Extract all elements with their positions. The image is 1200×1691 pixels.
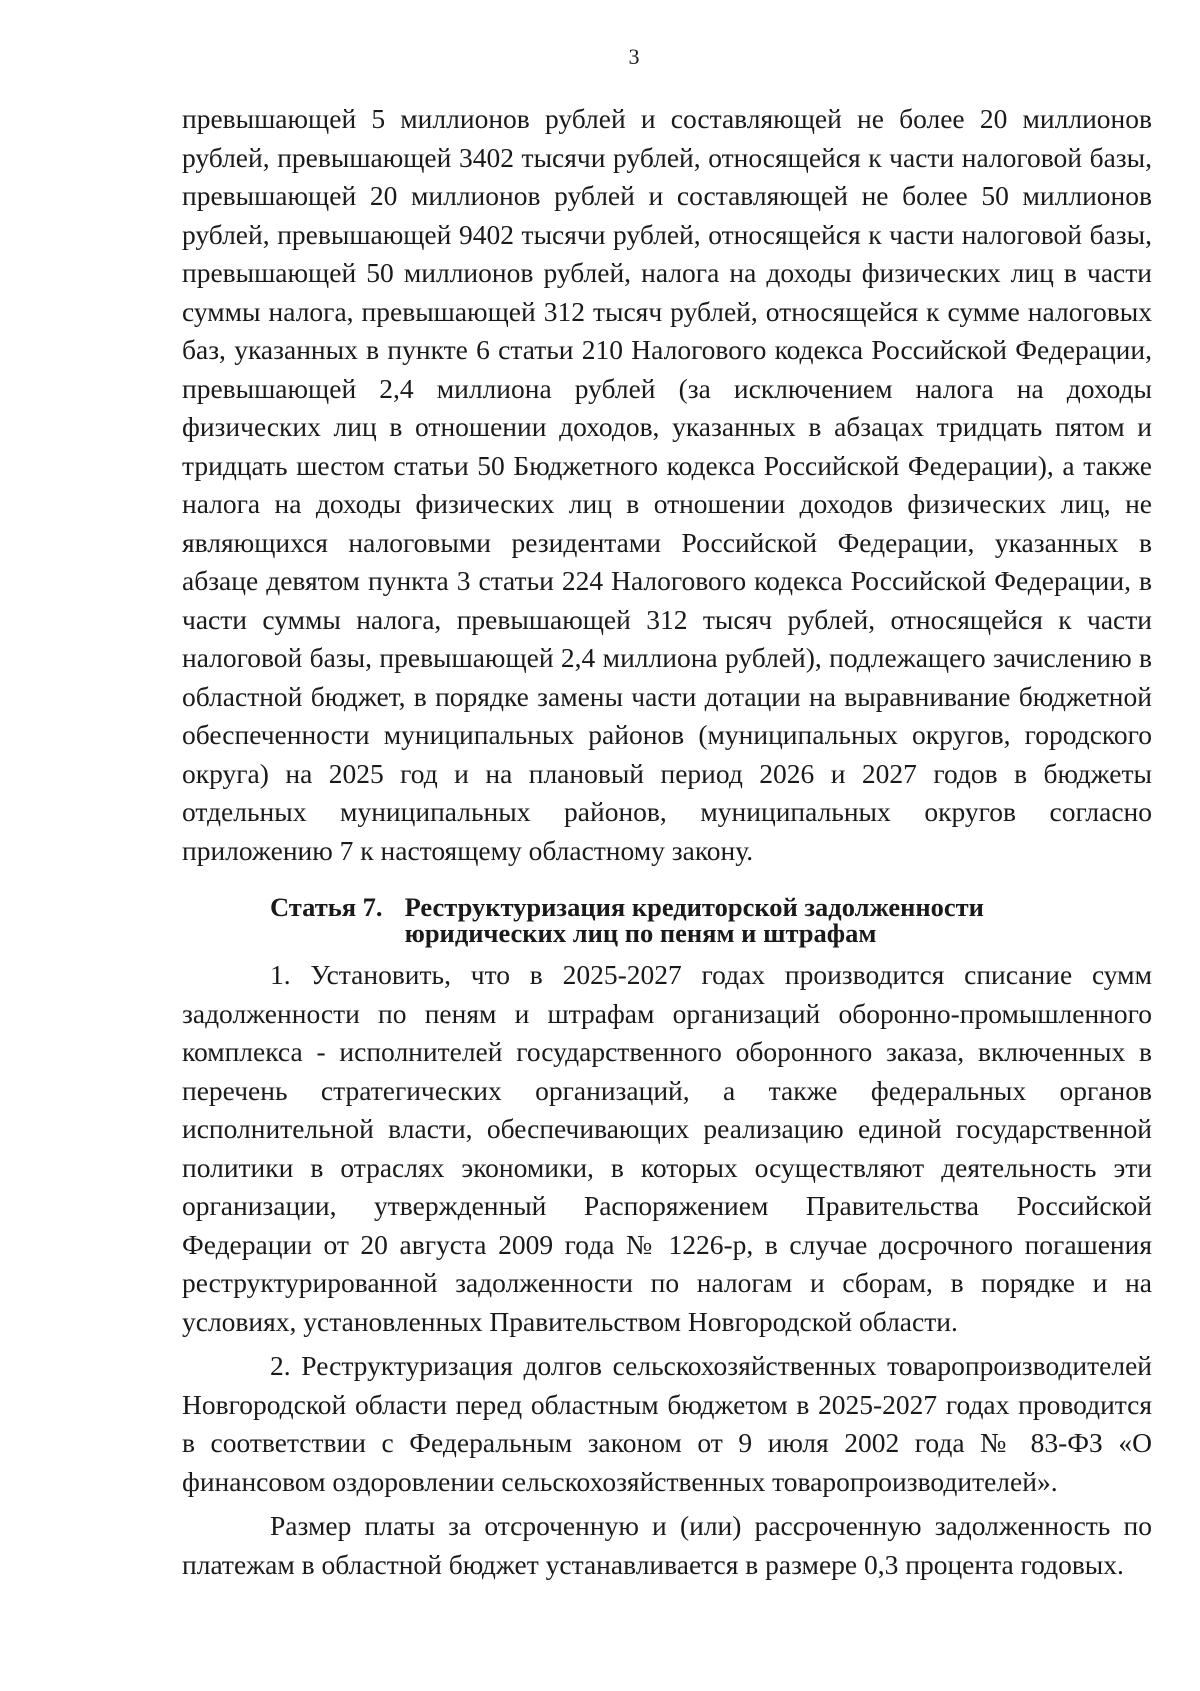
article-title: [405, 894, 984, 946]
article-label: Статья 7.: [270, 892, 383, 922]
page-number: 3: [628, 44, 640, 69]
article-paragraph-3: Размер платы за отсроченную и (или) рассроченную задолженность по платежам в областной бюджет устанавливается в размере 0,3 процента годовых.: [182, 1510, 1152, 1580]
article-paragraph-1: 1. Установить, что в 2025-2027 годах производится списание сумм задолженности по пеням и штрафам организаций оборонно-промышленного комплекса - исполнителей государственного оборонного заказа, включенных в перечень стратегических организаций, а также федеральных органов исполнительной власти, обеспечивающих реализацию единой государственной политики в отраслях экономики, в которых осуществляют деятельность эти организации, утвержденный Распоряжением Правительства Российской Федерации от 20 августа 2009 года № 1226-р, в случае досрочного погашения реструктурированной задолженности по налогам и сборам, в порядке и на условиях, установленных Правительством Новгородской области.: [182, 959, 1152, 1337]
article-title-line-2: юридических лиц по пеням и штрафам: [404, 918, 877, 948]
document-body: [182, 100, 1152, 1584]
article-heading: [182, 894, 1152, 946]
continuation-paragraph: превышающей 5 миллионов рублей и составляющей не более 20 миллионов рублей, превышающей 3402 тысячи рублей, относящейся к части налоговой базы, превышающей 20 миллионов рублей и составляющей не более 50 миллионов рублей, превышающей 9402 тысячи рублей, относящейся к части налоговой базы, превышающей 50 миллионов рублей, налога на доходы физических лиц в части суммы налога, превышающей 312 тысяч рублей, относящейся к сумме налоговых баз, указанных в пункте 6 статьи 210 Налогового кодекса Российской Федерации, превышающей 2,4 миллиона рублей (за исключением налога на доходы физических лиц в отношении доходов, указанных в абзацах тридцать пятом и тридцать шестом статьи 50 Бюджетного кодекса Российской Федерации), а также налога на доходы физических лиц в отношении доходов физических лиц, не являющихся налоговыми резидентами Российской Федерации, указанных в абзаце девятом пункта 3 статьи 224 Налогового кодекса Российской Федерации, в части суммы налога, превышающей 312 тысяч рублей, относящейся к части налоговой базы, превышающей 2,4 миллиона рублей), подлежащего зачислению в областной бюджет, в порядке замены части дотации на выравнивание бюджетной обеспеченности муниципальных районов (муниципальных округов, городского округа) на 2025 год и на плановый период 2026 и 2027 годов в бюджеты отдельных муниципальных районов, муниципальных округов согласно приложению 7 к настоящему областному закону.: [182, 103, 1152, 866]
article-paragraph-2: 2. Реструктуризация долгов сельскохозяйственных товаропроизводителей Новгородской области перед областным бюджетом в 2025-2027 годах проводится в соответствии с Федеральным законом от 9 июля 2002 года № 83-ФЗ «О финансовом оздоровлении сельскохозяйственных товаропроизводителей».: [182, 1350, 1152, 1497]
article-title-line-1: Реструктуризация кредиторской задолженности: [404, 892, 984, 922]
